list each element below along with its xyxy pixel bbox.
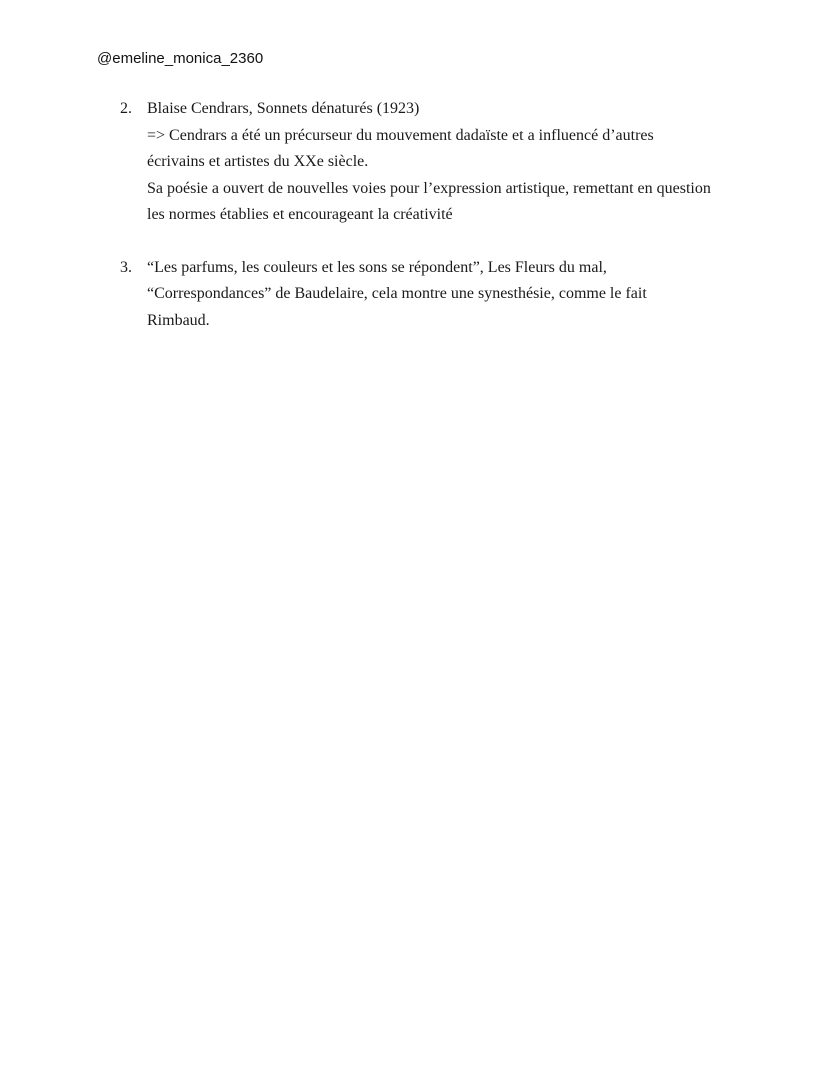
text-line: Sa poésie a ouvert de nouvelles voies pour l’expression artistique, remettant en question	[147, 179, 711, 197]
text-line: Rimbaud.	[147, 311, 210, 329]
list-item-2	[120, 96, 780, 229]
text-line: => Cendrars a été un précurseur du mouvement dadaïste et a influencé d’autres	[147, 126, 654, 144]
author-tag: @emeline_monica_2360	[97, 50, 264, 67]
text-line: “Les parfums, les couleurs et les sons se répondent”, Les Fleurs du mal,	[147, 258, 607, 276]
list-number: 3.	[120, 258, 132, 276]
list-number: 2.	[120, 100, 132, 117]
list-item-text	[147, 255, 780, 335]
numbered-list	[120, 96, 780, 334]
list-item-3	[120, 255, 780, 335]
text-line: écrivains et artistes du XXe siècle.	[147, 153, 369, 170]
text-line: les normes établies et encourageant la créativité	[147, 206, 453, 223]
text-line: Blaise Cendrars, Sonnets dénaturés (1923)	[147, 100, 420, 117]
list-item-text	[147, 96, 780, 229]
text-line: “Correspondances” de Baudelaire, cela montre une synesthésie, comme le fait	[147, 285, 647, 302]
